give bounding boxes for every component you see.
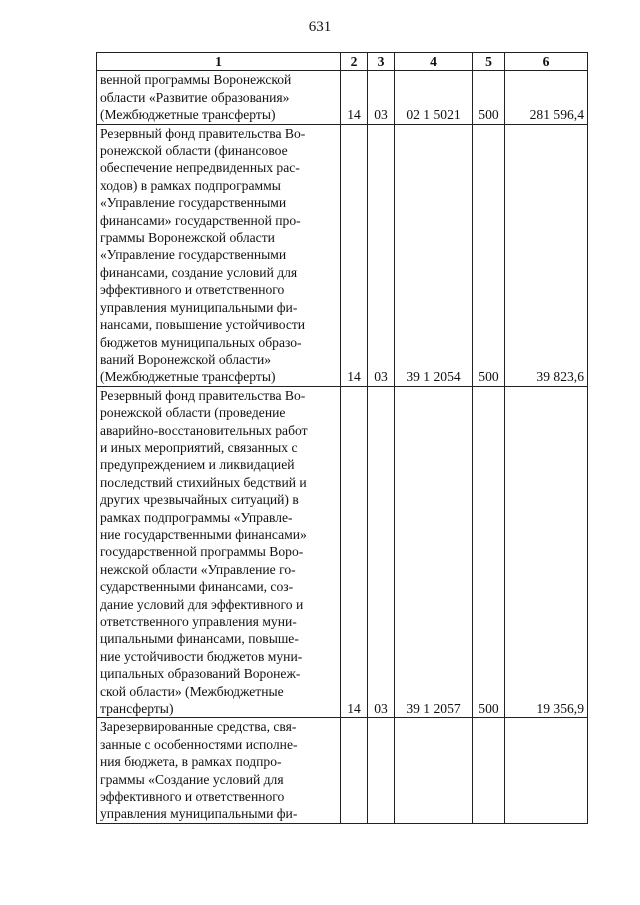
description-line: ваний Воронежской области» — [100, 351, 272, 367]
description-line: бюджетов муниципальных образо- — [100, 334, 302, 350]
description-line: обеспечение непредвиденных рас- — [100, 160, 300, 176]
page-number: 631 — [308, 19, 332, 35]
amount-value: 281 596,4 — [505, 71, 588, 124]
description-line: последствий стихийных бедствий и — [100, 474, 307, 490]
description-line: венной программы Воронежской — [100, 72, 292, 88]
section-code: 14 — [341, 124, 368, 386]
target-article-code: 39 1 2057 — [395, 386, 473, 718]
description-line: граммы «Создание условий для — [100, 771, 284, 787]
description-line: нансами, повышение устойчивости — [100, 317, 306, 333]
amount-value: 39 823,6 — [505, 124, 588, 386]
expense-type-code: 500 — [473, 386, 505, 718]
description-line: аварийно-восстановительных работ — [100, 422, 308, 438]
description-line: эффективного и ответственного — [100, 282, 285, 298]
description-line: области «Развитие образования» — [100, 89, 290, 105]
description-line: государственной программы Воро- — [100, 544, 304, 560]
row-description — [97, 71, 341, 124]
column-header-4: 4 — [395, 53, 473, 71]
description-line: ответственного управления муни- — [100, 614, 297, 629]
column-header-6: 6 — [505, 53, 588, 71]
expense-type-code: 500 — [473, 124, 505, 386]
row-description — [97, 124, 341, 386]
subsection-code: 03 — [368, 71, 395, 124]
subsection-code: 03 — [368, 386, 395, 718]
description-line: Зарезервированные средства, свя- — [100, 719, 297, 735]
section-code — [341, 718, 368, 823]
table-row — [97, 718, 588, 823]
column-header-2: 2 — [341, 53, 368, 71]
description-line: нежской области «Управление го- — [100, 561, 296, 577]
column-header-1: 1 — [97, 53, 341, 71]
description-line: ронежской области (финансовое — [100, 143, 288, 159]
description-line: занные с особенностями исполне- — [100, 736, 298, 752]
description-line: сударственными финансами, соз- — [100, 579, 294, 595]
description-line: «Управление государственными — [100, 247, 287, 263]
description-line: финансами» государственной про- — [100, 212, 301, 228]
description-line: дание условий для эффективного и — [100, 596, 304, 612]
table-header-row — [97, 53, 588, 71]
row-description — [97, 718, 341, 823]
column-header-3: 3 — [368, 53, 395, 71]
expense-type-code — [473, 718, 505, 823]
description-line: Резервный фонд правительства Во- — [100, 125, 306, 141]
subsection-code: 03 — [368, 124, 395, 386]
table-row — [97, 71, 588, 124]
row-description — [97, 386, 341, 718]
description-line: «Управление государственными — [100, 195, 287, 211]
description-line: ципальных образований Воронеж- — [100, 666, 301, 682]
section-code: 14 — [341, 386, 368, 718]
description-line: ходов) в рамках подпрограммы — [100, 177, 281, 193]
description-line: граммы Воронежской области — [100, 230, 275, 246]
description-line: ние государственными финансами» — [100, 526, 307, 542]
description-line: трансферты) — [100, 701, 174, 717]
description-line: других чрезвычайных ситуаций) в — [100, 492, 299, 508]
description-line: и иных мероприятий, связанных с — [100, 439, 298, 455]
description-line: управления муниципальными фи- — [100, 299, 298, 315]
budget-table — [96, 52, 588, 824]
description-line: ской области» (Межбюджетные — [100, 683, 284, 699]
table-row — [97, 124, 588, 386]
description-line: ципальными финансами, повыше- — [100, 631, 299, 647]
description-line: ронежской области (проведение — [100, 405, 286, 421]
target-article-code — [395, 718, 473, 823]
description-line: ния бюджета, в рамках подпро- — [100, 754, 282, 770]
description-line: эффективного и ответственного — [100, 789, 285, 805]
target-article-code: 39 1 2054 — [395, 124, 473, 386]
description-line: ние устойчивости бюджетов муни- — [100, 648, 303, 664]
description-line: управления муниципальными фи- — [100, 806, 298, 822]
subsection-code — [368, 718, 395, 823]
description-line: финансами, создание условий для — [100, 264, 298, 280]
table-row — [97, 386, 588, 718]
description-line: (Межбюджетные трансферты) — [100, 107, 276, 123]
description-line: предупреждением и ликвидацией — [100, 457, 295, 473]
target-article-code: 02 1 5021 — [395, 71, 473, 124]
amount-value: 19 356,9 — [505, 386, 588, 718]
amount-value — [505, 718, 588, 823]
description-line: рамках подпрограммы «Управле- — [100, 509, 293, 525]
column-header-5: 5 — [473, 53, 505, 71]
section-code: 14 — [341, 71, 368, 124]
expense-type-code: 500 — [473, 71, 505, 124]
description-line: Резервный фонд правительства Во- — [100, 387, 306, 403]
description-line: (Межбюджетные трансферты) — [100, 369, 276, 385]
